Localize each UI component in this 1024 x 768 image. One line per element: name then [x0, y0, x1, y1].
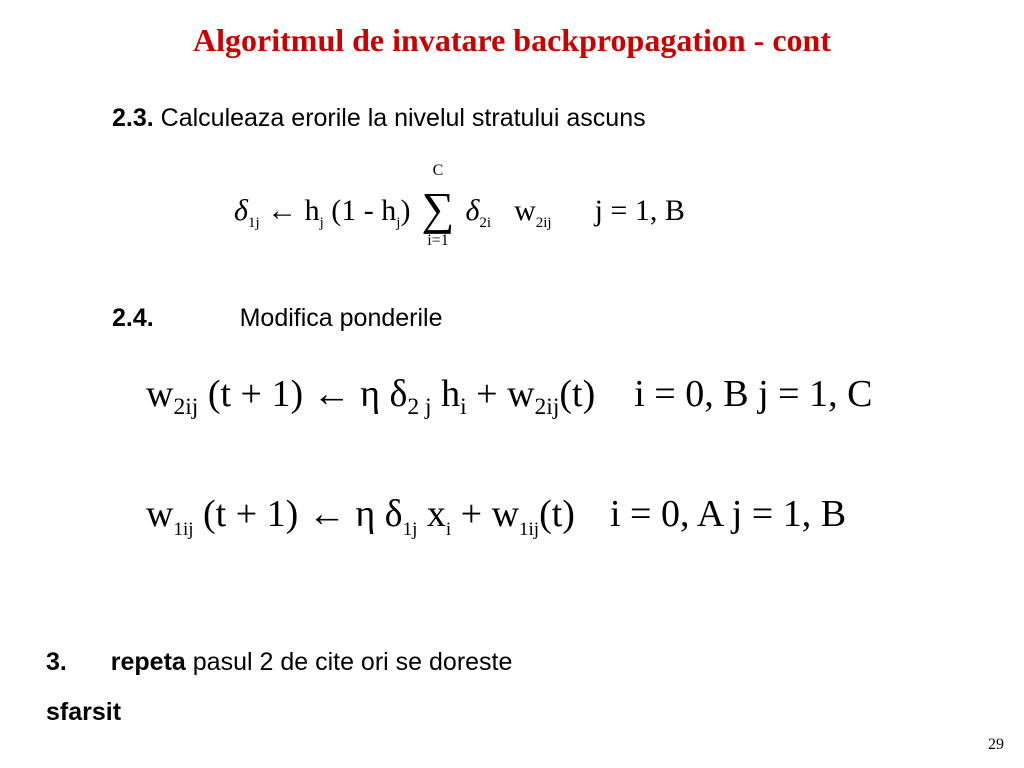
equation-hidden-weights	[146, 492, 846, 541]
subscript: 2ij	[535, 214, 552, 231]
w-term: w	[146, 373, 174, 415]
delta-symbol: δ	[465, 194, 480, 227]
arrow-symbol: ←	[267, 194, 298, 227]
subscript: j	[396, 214, 401, 231]
page-number: 29	[988, 736, 1004, 753]
subscript: i	[460, 394, 467, 421]
subscript: 1j	[402, 518, 418, 540]
plus-w-term: + w	[460, 493, 520, 535]
step-2-4-text: Modifica ponderile	[239, 304, 443, 332]
step-2-4-number: 2.4.	[112, 304, 154, 332]
subscript: 2 j	[407, 394, 432, 421]
sum-upper-limit: C	[432, 162, 444, 179]
step-2-3-text: Calculeaza erorile la nivelul stratului ascuns	[160, 104, 646, 132]
w-term: w	[146, 493, 174, 535]
step-2-4	[112, 304, 443, 333]
slide-title: Algoritmul de invatare backpropagation - cont	[193, 22, 831, 58]
h-term: h	[304, 194, 320, 227]
subscript: 1j	[247, 214, 260, 231]
t-term: (t)	[539, 493, 575, 535]
step-3	[46, 648, 512, 677]
index-range: j = 1, B	[594, 194, 685, 227]
summation	[418, 162, 458, 249]
t-term: (t)	[559, 373, 596, 415]
paren-term: (1 - h	[331, 194, 397, 227]
sigma-symbol: ∑	[421, 183, 455, 234]
index-range: i = 0, B j = 1, C	[634, 373, 873, 415]
w-term: w	[514, 194, 536, 227]
equation-hidden-error	[234, 162, 685, 249]
h-term: h	[441, 373, 461, 415]
step-3-keyword: repeta	[110, 648, 186, 676]
update-term: (t + 1) ← η δ	[207, 373, 408, 415]
x-term: x	[426, 493, 446, 535]
subscript: i	[445, 518, 452, 540]
plus-w-term: + w	[476, 373, 535, 415]
delta-symbol: δ	[234, 194, 248, 227]
subscript: 2i	[479, 214, 492, 231]
subscript: 2ij	[534, 394, 560, 421]
step-2-3-number: 2.3.	[112, 104, 154, 132]
subscript: 2ij	[173, 394, 199, 421]
update-term: (t + 1) ← η δ	[203, 493, 403, 535]
sfarsit-label: sfarsit	[46, 698, 122, 726]
step-3-text: pasul 2 de cite ori se doreste	[192, 648, 513, 676]
subscript: 1ij	[519, 518, 540, 540]
subscript: 1ij	[173, 518, 194, 540]
step-2-3	[112, 104, 646, 133]
equation-output-weights	[146, 372, 872, 421]
sum-lower-limit: i=1	[427, 232, 449, 249]
index-range: i = 0, A j = 1, B	[609, 493, 847, 535]
step-3-number: 3.	[46, 648, 67, 676]
subscript: j	[319, 214, 324, 231]
end-keyword	[46, 698, 121, 727]
close-paren: )	[400, 194, 411, 227]
